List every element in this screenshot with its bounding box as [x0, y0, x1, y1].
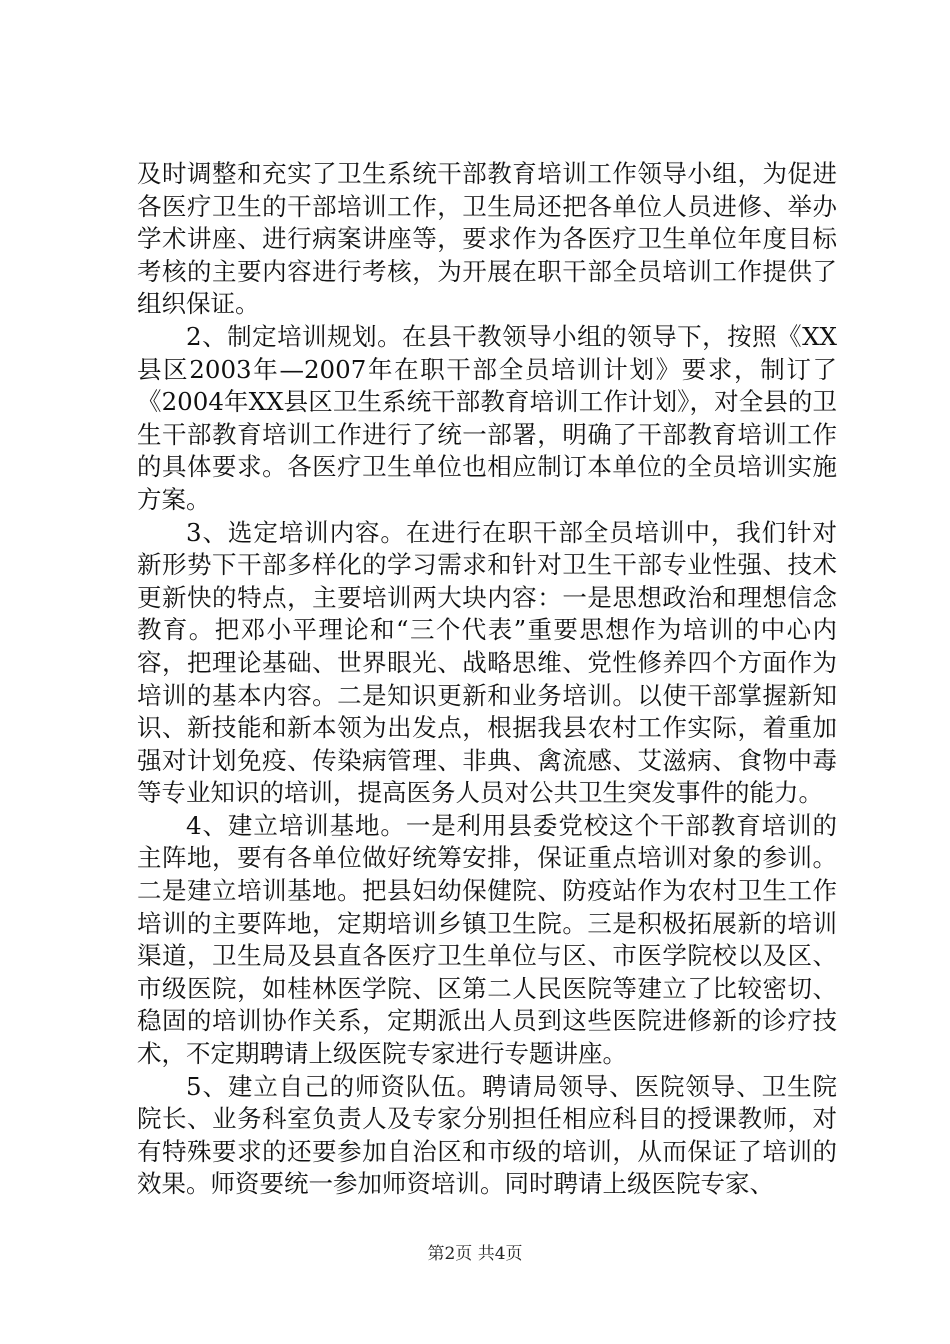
paragraph-1: 及时调整和充实了卫生系统干部教育培训工作领导小组，为促进各医疗卫生的干部培训工作，卫生局还把各单位人员进修、举办学术讲座、进行病案讲座等，要求作为各医疗卫生单位年度目标考核的主要内容进行考核，为开展在职干部全员培训工作提供了组织保证。: [137, 159, 837, 319]
paragraph-3: 3、选定培训内容。在进行在职干部全员培训中，我们针对新形势下干部多样化的学习需求和针对卫生干部专业性强、技术更新快的特点，主要培训两大块内容：一是思想政治和理想信念教育。把邓小平理论和“三个代表”重要思想作为培训的中心内容，把理论基础、世界眼光、战略思维、党性修养四个方面作为培训的基本内容。二是知识更新和业务培训。以使干部掌握新知识、新技能和新本领为出发点，根据我县农村工作实际，着重加强对计划免疫、传染病管理、非典、禽流感、艾滋病、食物中毒等专业知识的培训，提高医务人员对公共卫生突发事件的能力。: [137, 517, 837, 808]
page-number-label: 第2页 共4页: [427, 1244, 523, 1264]
paragraph-5: 5、建立自己的师资队伍。聘请局领导、医院领导、卫生院院长、业务科室负责人及专家分别担任相应科目的授课教师，对有特殊要求的还要参加自治区和市级的培训，从而保证了培训的效果。师资要统一参加师资培训。同时聘请上级医院专家、: [137, 1071, 837, 1199]
paragraph-4: 4、建立培训基地。一是利用县委党校这个干部教育培训的主阵地，要有各单位做好统筹安排，保证重点培训对象的参训。二是建立培训基地。把县妇幼保健院、防疫站作为农村卫生工作培训的主要阵地，定期培训乡镇卫生院。三是积极拓展新的培训渠道，卫生局及县直各医疗卫生单位与区、市医学院校以及区、市级医院，如桂林医学院、区第二人民医院等建立了比较密切、稳固的培训协作关系，定期派出人员到这些医院进修新的诊疗技术，不定期聘请上级医院专家进行专题讲座。: [137, 810, 837, 1069]
document-body: [137, 158, 837, 1201]
paragraph-2: 2、制定培训规划。在县干教领导小组的领导下，按照《XX县区2003年—2007年在职干部全员培训计划》要求，制订了《2004年XX县区卫生系统干部教育培训工作计划》，对全县的卫生干部教育培训工作进行了统一部署，明确了干部教育培训工作的具体要求。各医疗卫生单位也相应制订本单位的全员培训实施方案。: [137, 321, 837, 514]
page-footer: [0, 1243, 950, 1265]
